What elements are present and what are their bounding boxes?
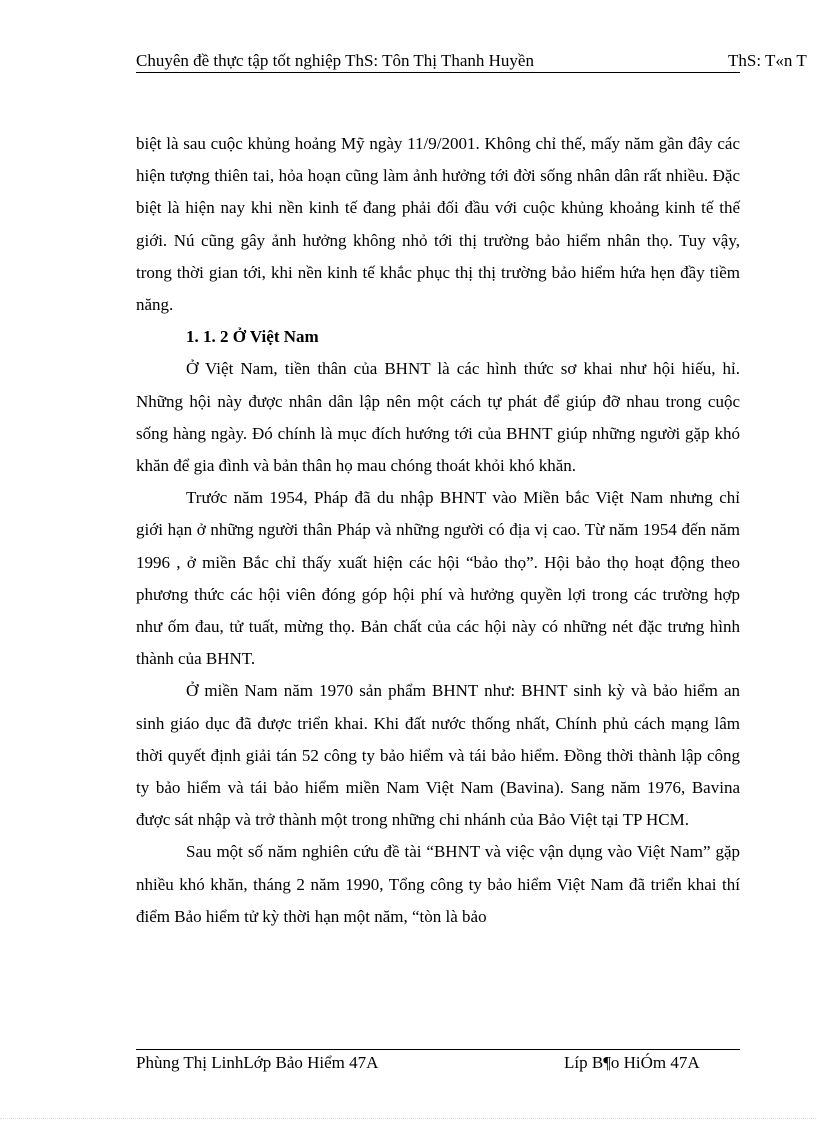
page-footer: [136, 1053, 740, 1077]
paragraph: biệt là sau cuộc khủng hoảng Mỹ ngày 11/9/2001. Không chỉ thế, mấy năm gần đây các hiện tượng thiên tai, hỏa hoạn cũng làm ảnh hưởng tới đời sống nhân dân rất nhiều. Đặc biệt là hiện nay khi nền kinh tế đang phải đối đầu với cuộc khủng khoảng kinh tế thế giới. Nú cũng gây ảnh hưởng không nhỏ tới thị trường bảo hiểm nhân thọ. Tuy vậy, trong thời gian tới, khi nền kinh tế khắc phục thị thị trường bảo hiểm hứa hẹn đầy tiềm năng.: [136, 134, 740, 315]
header-divider: [136, 72, 740, 73]
header-title: Chuyên đề thực tập tốt nghiệp ThS: Tôn Thị Thanh Huyền: [136, 51, 534, 70]
paragraph: Ở miền Nam năm 1970 sản phẩm BHNT như: BHNT sinh kỳ và bảo hiểm an sinh giáo dục đã được triển khai. Khi đất nước thống nhất, Chính phủ cách mạng lâm thời quyết định giải tán 52 công ty bảo hiểm và tái bảo hiểm. Đồng thời thành lập công ty bảo hiểm và tái bảo hiểm miền Nam Việt Nam (Bavina). Sang năm 1976, Bavina được sát nhập và trở thành một trong những chi nhánh của Bảo Việt tại TP HCM.: [136, 681, 740, 830]
header-title-garbled: ThS: T«n T: [728, 51, 807, 70]
page-header: [136, 48, 816, 74]
page-bottom-edge: [0, 1118, 816, 1119]
footer-author: Phùng Thị LinhLớp Bảo Hiểm 47A: [136, 1053, 379, 1072]
document-body: [136, 128, 740, 933]
footer-class-garbled: Líp B¶o HiÓm 47A: [564, 1053, 700, 1072]
paragraph: Ở Việt Nam, tiền thân của BHNT là các hình thức sơ khai như hội hiếu, hỉ. Những hội này được nhân dân lập nên một cách tự phát để giúp đỡ nhau trong cuộc sống hàng ngày. Đó chính là mục đích hướng tới của BHNT giúp những người gặp khó khăn để gia đình và bản thân họ mau chóng thoát khỏi khó khăn.: [136, 359, 740, 476]
paragraph: Trước năm 1954, Pháp đã du nhập BHNT vào Miền bắc Việt Nam nhưng chỉ giới hạn ở những người thân Pháp và những người có địa vị cao. Từ năm 1954 đến năm 1996 , ở miền Bắc chỉ thấy xuất hiện các hội “bảo thọ”. Hội bảo thọ hoạt động theo phương thức các hội viên đóng góp hội phí và hưởng quyền lợi trong các trường hợp như ốm đau, tử tuất, mừng thọ. Bản chất của các hội này có những nét đặc trưng hình thành của BHNT.: [136, 488, 740, 669]
footer-divider: [136, 1049, 740, 1050]
paragraph: Sau một số năm nghiên cứu đề tài “BHNT và việc vận dụng vào Việt Nam” gặp nhiều khó khăn, tháng 2 năm 1990, Tổng công ty bảo hiểm Việt Nam đã triển khai thí điểm Bảo hiểm tử kỳ thời hạn một năm, “tòn là bảo: [136, 842, 740, 926]
section-heading: 1. 1. 2 Ở Việt Nam: [186, 327, 319, 347]
